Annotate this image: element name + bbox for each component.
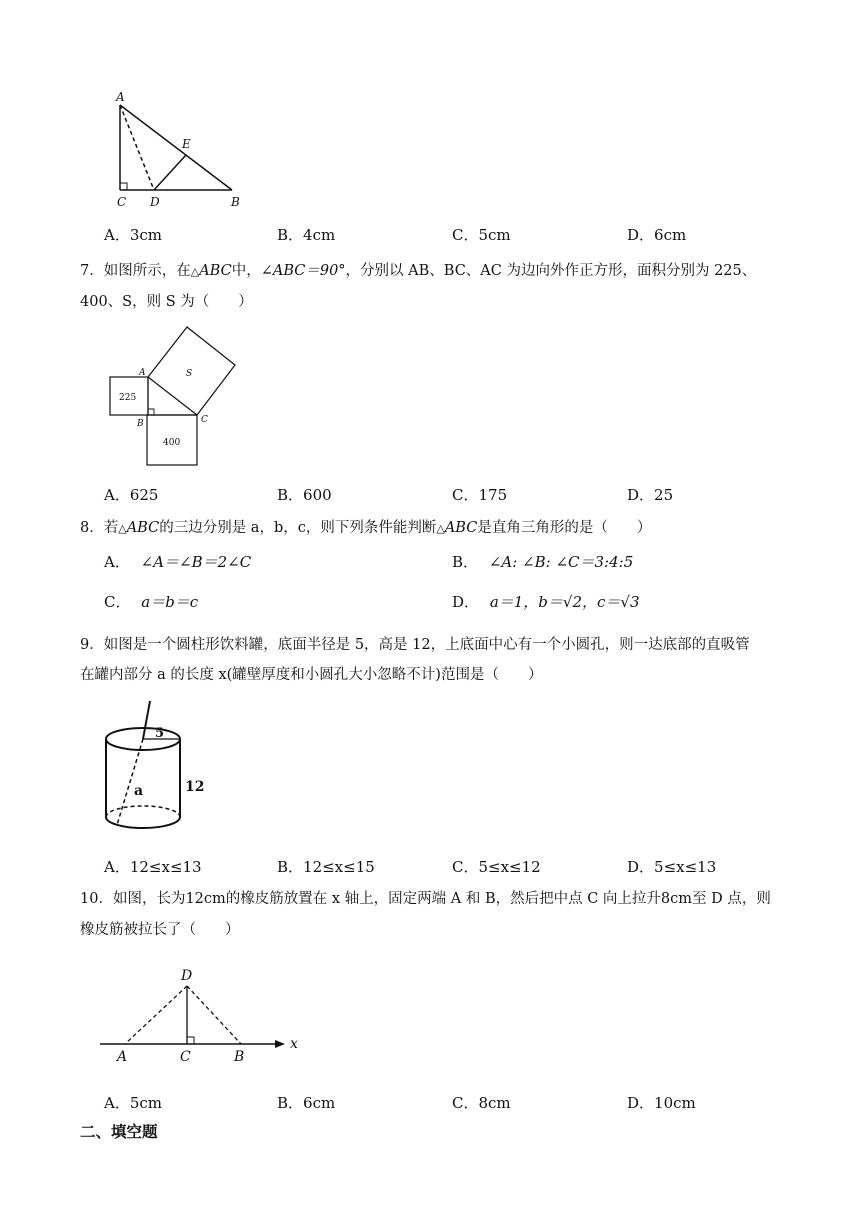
q7-option-a[interactable]: A．625 [104, 486, 159, 504]
q8-option-d[interactable]: D． a＝1，b＝√2，c＝√3 [452, 593, 640, 611]
q10-label-b: B [234, 1049, 245, 1065]
q6-triangle-figure [100, 85, 260, 215]
q6-option-c[interactable]: C．5cm [452, 226, 511, 244]
q10-label-a: A [117, 1049, 128, 1065]
q10-label-x: x [290, 1036, 298, 1052]
q6-label-b: B [231, 195, 240, 209]
q8-option-a[interactable]: A． ∠A＝∠B＝2∠C [104, 553, 252, 571]
q6-label-c: C [117, 195, 127, 209]
q6-option-b[interactable]: B．4cm [277, 226, 336, 244]
q9-option-c[interactable]: C．5≤x≤12 [452, 858, 541, 876]
q7-label-c: C [201, 415, 208, 425]
q10-axis-figure [95, 960, 315, 1065]
q10-stem-line2: 橡皮筋被拉长了（ ） [80, 922, 240, 938]
section-heading-fill-in: 二、填空题 [80, 1123, 158, 1141]
q9-radius-label: 5 [155, 726, 165, 741]
q6-option-a[interactable]: A．3cm [104, 226, 163, 244]
q10-option-b[interactable]: B．6cm [277, 1094, 336, 1112]
q9-stem-line1: 9．如图是一个圆柱形饮料罐，底面半径是 5，高是 12，上底面中心有一个小圆孔，则一达底部的直吸管 [80, 637, 750, 653]
q10-option-a[interactable]: A．5cm [104, 1094, 163, 1112]
q6-label-e: E [182, 137, 191, 151]
q9-cylinder-figure [95, 695, 215, 845]
q7-stem-line1: 7．如图所示，在△ABC中，∠ABC＝90°，分别以 AB、BC、AC 为边向外作正方形，面积分别为 225、 [80, 263, 757, 279]
q7-square-225: 225 [119, 393, 137, 403]
q8-option-c[interactable]: C． a＝b＝c [104, 593, 199, 611]
q7-square-400: 400 [163, 438, 181, 448]
q10-label-c: C [180, 1049, 191, 1065]
q6-option-d[interactable]: D．6cm [627, 226, 687, 244]
q9-option-d[interactable]: D．5≤x≤13 [627, 858, 717, 876]
q6-label-a: A [116, 90, 125, 104]
q8-stem: 8．若△ABC的三边分别是 a，b，c，则下列条件能判断△ABC是直角三角形的是（ ） [80, 520, 652, 536]
q9-option-a[interactable]: A．12≤x≤13 [104, 858, 202, 876]
q6-label-d: D [150, 195, 160, 209]
q9-option-b[interactable]: B．12≤x≤15 [277, 858, 375, 876]
q7-square-s: S [186, 369, 193, 379]
q10-option-d[interactable]: D．10cm [627, 1094, 696, 1112]
q9-height-label: 12 [185, 779, 205, 795]
q7-label-a: A [139, 368, 146, 378]
q10-option-c[interactable]: C．8cm [452, 1094, 511, 1112]
q7-squares-figure [100, 325, 250, 470]
q7-label-b: B [137, 419, 144, 429]
q10-stem-line1: 10．如图，长为12cm的橡皮筋放置在 x 轴上，固定两端 A 和 B，然后把中点 C 向上拉升8cm至 D 点，则 [80, 891, 771, 907]
q7-stem-line2: 400、S，则 S 为（ ） [80, 294, 253, 310]
q9-straw-label: a [134, 783, 144, 799]
q10-label-d: D [181, 968, 193, 984]
q7-option-b[interactable]: B．600 [277, 486, 332, 504]
q9-stem-line2: 在罐内部分 a 的长度 x(罐壁厚度和小圆孔大小忽略不计)范围是（ ） [80, 667, 543, 683]
q8-option-b[interactable]: B． ∠A: ∠B: ∠C＝3:4:5 [452, 553, 634, 571]
q7-option-d[interactable]: D．25 [627, 486, 674, 504]
q7-option-c[interactable]: C．175 [452, 486, 508, 504]
